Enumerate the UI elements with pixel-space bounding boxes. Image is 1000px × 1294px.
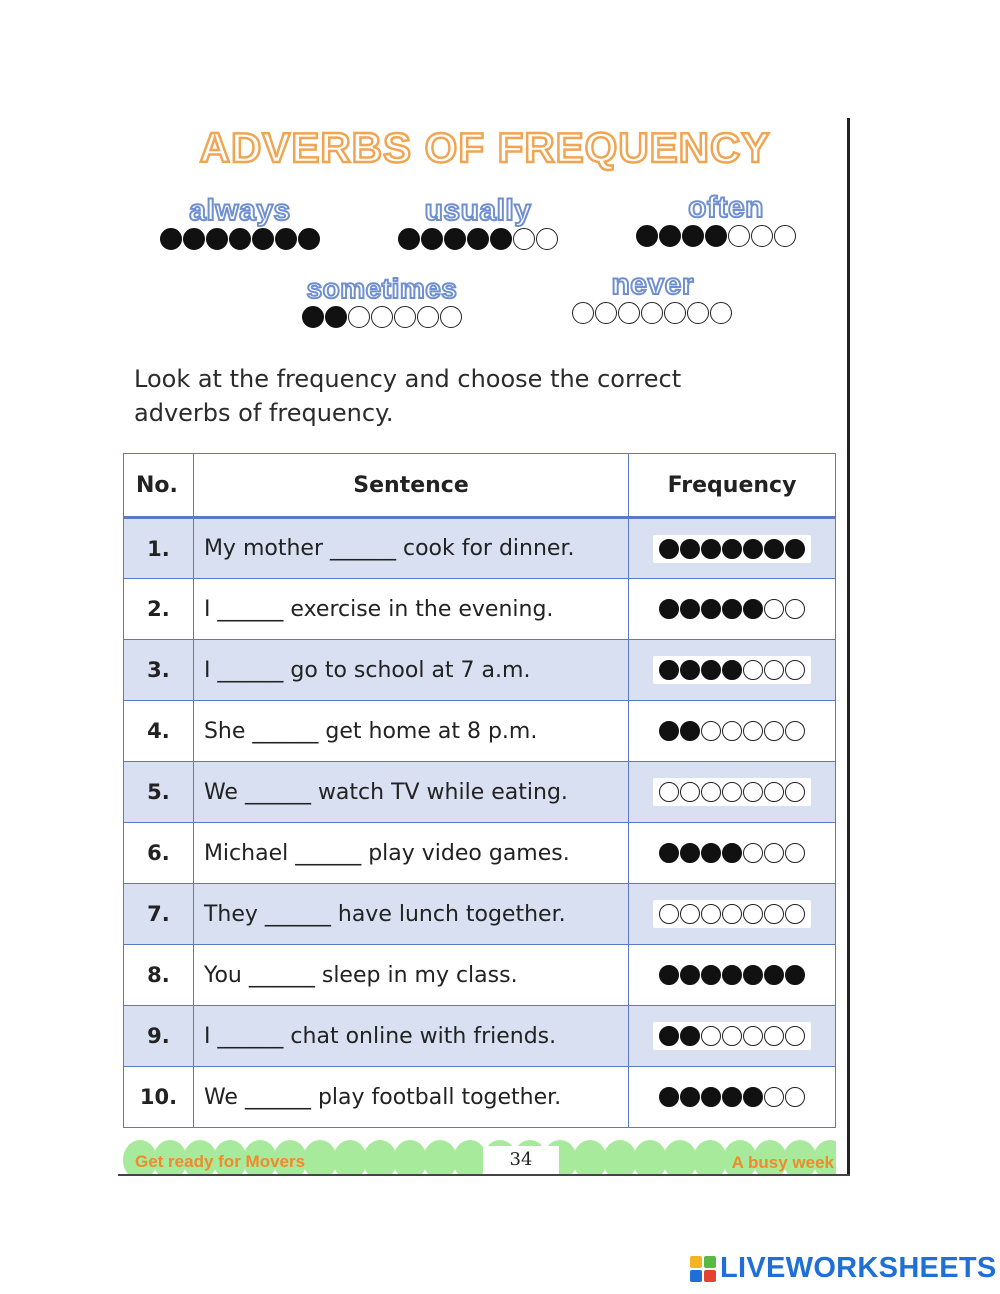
empty-circle-icon [785, 782, 805, 802]
empty-circle-icon [785, 1087, 805, 1107]
empty-circle-icon [722, 904, 742, 924]
row-frequency [629, 640, 836, 701]
scallop-shape [603, 1140, 637, 1174]
empty-circle-icon [764, 660, 784, 680]
row-frequency [629, 579, 836, 640]
header-sentence: Sentence [193, 454, 628, 518]
empty-circle-icon [764, 782, 784, 802]
empty-circle-icon [572, 302, 594, 324]
filled-circle-icon [680, 965, 700, 985]
scallop-shape [663, 1140, 697, 1174]
empty-circle-icon [743, 782, 763, 802]
row-sentence[interactable]: Michael ______ play video games. [193, 823, 628, 884]
instruction-text: Look at the frequency and choose the correct adverbs of frequency. [134, 365, 682, 427]
frequency-dots [653, 961, 811, 989]
table-row [124, 518, 836, 579]
table-row [124, 579, 836, 640]
empty-circle-icon [687, 302, 709, 324]
filled-circle-icon [722, 965, 742, 985]
scallop-shape [363, 1140, 397, 1174]
filled-circle-icon [743, 599, 763, 619]
empty-circle-icon [701, 721, 721, 741]
empty-circle-icon [440, 306, 462, 328]
filled-circle-icon [705, 225, 727, 247]
filled-circle-icon [680, 1087, 700, 1107]
row-frequency [629, 945, 836, 1006]
filled-circle-icon [743, 539, 763, 559]
filled-circle-icon [659, 1087, 679, 1107]
scallop-shape [303, 1140, 337, 1174]
adverb-often [616, 193, 816, 247]
header-no: No. [124, 454, 194, 518]
row-sentence[interactable]: I ______ go to school at 7 a.m. [193, 640, 628, 701]
filled-circle-icon [659, 599, 679, 619]
filled-circle-icon [680, 599, 700, 619]
filled-circle-icon [722, 1087, 742, 1107]
filled-circle-icon [398, 228, 420, 250]
adverb-never [540, 270, 764, 324]
empty-circle-icon [680, 904, 700, 924]
row-sentence[interactable]: We ______ play football together. [193, 1067, 628, 1128]
frequency-dots [378, 228, 578, 250]
empty-circle-icon [785, 843, 805, 863]
adverb-always [140, 196, 340, 250]
frequency-dots [140, 228, 340, 250]
empty-circle-icon [785, 599, 805, 619]
liveworksheets-logo[interactable] [690, 1252, 997, 1285]
empty-circle-icon [701, 782, 721, 802]
frequency-dots [653, 595, 811, 623]
row-number: 1. [124, 518, 194, 579]
page-footer [123, 1140, 836, 1174]
adverb-word: often [688, 191, 764, 224]
empty-circle-icon [764, 599, 784, 619]
row-sentence[interactable]: I ______ chat online with friends. [193, 1006, 628, 1067]
empty-circle-icon [680, 782, 700, 802]
empty-circle-icon [595, 302, 617, 324]
filled-circle-icon [722, 599, 742, 619]
empty-circle-icon [764, 843, 784, 863]
filled-circle-icon [785, 539, 805, 559]
frequency-dots [616, 225, 816, 247]
filled-circle-icon [444, 228, 466, 250]
row-frequency [629, 701, 836, 762]
filled-circle-icon [682, 225, 704, 247]
adverb-word: always [189, 194, 291, 227]
filled-circle-icon [680, 660, 700, 680]
table-row [124, 945, 836, 1006]
filled-circle-icon [680, 721, 700, 741]
worksheet-table [123, 453, 836, 1128]
filled-circle-icon [467, 228, 489, 250]
table-row [124, 640, 836, 701]
row-number: 3. [124, 640, 194, 701]
empty-circle-icon [659, 782, 679, 802]
row-sentence[interactable]: She ______ get home at 8 p.m. [193, 701, 628, 762]
filled-circle-icon [659, 225, 681, 247]
empty-circle-icon [722, 721, 742, 741]
empty-circle-icon [785, 904, 805, 924]
filled-circle-icon [701, 539, 721, 559]
filled-circle-icon [722, 843, 742, 863]
filled-circle-icon [743, 1087, 763, 1107]
frequency-dots [282, 306, 482, 328]
filled-circle-icon [302, 306, 324, 328]
row-number: 5. [124, 762, 194, 823]
empty-circle-icon [785, 660, 805, 680]
brand-name: LIVEWORKSHEETS [720, 1252, 997, 1284]
row-sentence[interactable]: You ______ sleep in my class. [193, 945, 628, 1006]
empty-circle-icon [764, 721, 784, 741]
table-row [124, 762, 836, 823]
empty-circle-icon [722, 1026, 742, 1046]
filled-circle-icon [701, 843, 721, 863]
empty-circle-icon [785, 1026, 805, 1046]
filled-circle-icon [722, 539, 742, 559]
empty-circle-icon [774, 225, 796, 247]
filled-circle-icon [490, 228, 512, 250]
page-bottom-rule [118, 1174, 850, 1176]
row-sentence[interactable]: My mother ______ cook for dinner. [193, 518, 628, 579]
scallop-shape [633, 1140, 667, 1174]
adverb-word: never [611, 268, 694, 301]
filled-circle-icon [229, 228, 251, 250]
empty-circle-icon [764, 1087, 784, 1107]
table-row [124, 1006, 836, 1067]
filled-circle-icon [659, 843, 679, 863]
worksheet-title: ADVERBS OF FREQUENCY [199, 124, 771, 171]
empty-circle-icon [743, 721, 763, 741]
frequency-dots [653, 656, 811, 684]
empty-circle-icon [751, 225, 773, 247]
table-row [124, 823, 836, 884]
row-frequency [629, 1006, 836, 1067]
row-sentence[interactable]: We ______ watch TV while eating. [193, 762, 628, 823]
page-number: 34 [483, 1146, 559, 1174]
empty-circle-icon [513, 228, 535, 250]
empty-circle-icon [743, 843, 763, 863]
row-number: 2. [124, 579, 194, 640]
empty-circle-icon [394, 306, 416, 328]
filled-circle-icon [659, 965, 679, 985]
adverb-usually [378, 196, 578, 250]
filled-circle-icon [785, 965, 805, 985]
row-number: 6. [124, 823, 194, 884]
filled-circle-icon [680, 539, 700, 559]
filled-circle-icon [659, 1026, 679, 1046]
frequency-dots [653, 1083, 811, 1111]
empty-circle-icon [722, 782, 742, 802]
filled-circle-icon [659, 721, 679, 741]
filled-circle-icon [160, 228, 182, 250]
scallop-shape [693, 1140, 727, 1174]
filled-circle-icon [743, 965, 763, 985]
filled-circle-icon [421, 228, 443, 250]
table-body [124, 518, 836, 1128]
frequency-dots [653, 1022, 811, 1050]
empty-circle-icon [371, 306, 393, 328]
filled-circle-icon [722, 660, 742, 680]
empty-circle-icon [618, 302, 640, 324]
filled-circle-icon [701, 965, 721, 985]
filled-circle-icon [275, 228, 297, 250]
row-sentence[interactable]: I ______ exercise in the evening. [193, 579, 628, 640]
empty-circle-icon [659, 904, 679, 924]
frequency-dots [653, 778, 811, 806]
frequency-dots [653, 535, 811, 563]
filled-circle-icon [183, 228, 205, 250]
page-right-border [847, 118, 850, 1176]
footer-book-title: Get ready for Movers [135, 1152, 306, 1171]
filled-circle-icon [206, 228, 228, 250]
empty-circle-icon [701, 1026, 721, 1046]
scallop-shape [573, 1140, 607, 1174]
scallop-shape [423, 1140, 457, 1174]
filled-circle-icon [659, 660, 679, 680]
empty-circle-icon [743, 660, 763, 680]
adverb-word: sometimes [306, 273, 458, 304]
empty-circle-icon [664, 302, 686, 324]
filled-circle-icon [701, 660, 721, 680]
liveworksheets-icon [690, 1256, 716, 1282]
row-frequency [629, 762, 836, 823]
footer-unit-title: A busy week [731, 1153, 834, 1172]
row-frequency [629, 823, 836, 884]
filled-circle-icon [701, 599, 721, 619]
filled-circle-icon [252, 228, 274, 250]
frequency-dots [653, 900, 811, 928]
filled-circle-icon [701, 1087, 721, 1107]
scallop-shape [453, 1140, 487, 1174]
row-number: 4. [124, 701, 194, 762]
empty-circle-icon [785, 721, 805, 741]
filled-circle-icon [659, 539, 679, 559]
table-row [124, 701, 836, 762]
header-frequency: Frequency [629, 454, 836, 518]
scallop-shape [333, 1140, 367, 1174]
frequency-dots [653, 839, 811, 867]
empty-circle-icon [764, 904, 784, 924]
empty-circle-icon [641, 302, 663, 324]
empty-circle-icon [728, 225, 750, 247]
empty-circle-icon [701, 904, 721, 924]
filled-circle-icon [636, 225, 658, 247]
row-number: 8. [124, 945, 194, 1006]
table-row [124, 1067, 836, 1128]
empty-circle-icon [743, 1026, 763, 1046]
row-frequency [629, 884, 836, 945]
row-number: 7. [124, 884, 194, 945]
filled-circle-icon [298, 228, 320, 250]
filled-circle-icon [680, 1026, 700, 1046]
empty-circle-icon [536, 228, 558, 250]
adverb-sometimes [282, 274, 482, 328]
row-frequency [629, 1067, 836, 1128]
row-number: 9. [124, 1006, 194, 1067]
empty-circle-icon [710, 302, 732, 324]
filled-circle-icon [325, 306, 347, 328]
adverb-word: usually [424, 194, 532, 227]
empty-circle-icon [348, 306, 370, 328]
row-number: 10. [124, 1067, 194, 1128]
frequency-dots [653, 717, 811, 745]
table-row [124, 884, 836, 945]
frequency-dots [540, 302, 764, 324]
filled-circle-icon [764, 965, 784, 985]
scallop-shape [393, 1140, 427, 1174]
empty-circle-icon [417, 306, 439, 328]
empty-circle-icon [743, 904, 763, 924]
row-sentence[interactable]: They ______ have lunch together. [193, 884, 628, 945]
row-frequency [629, 518, 836, 579]
filled-circle-icon [764, 539, 784, 559]
filled-circle-icon [680, 843, 700, 863]
empty-circle-icon [764, 1026, 784, 1046]
